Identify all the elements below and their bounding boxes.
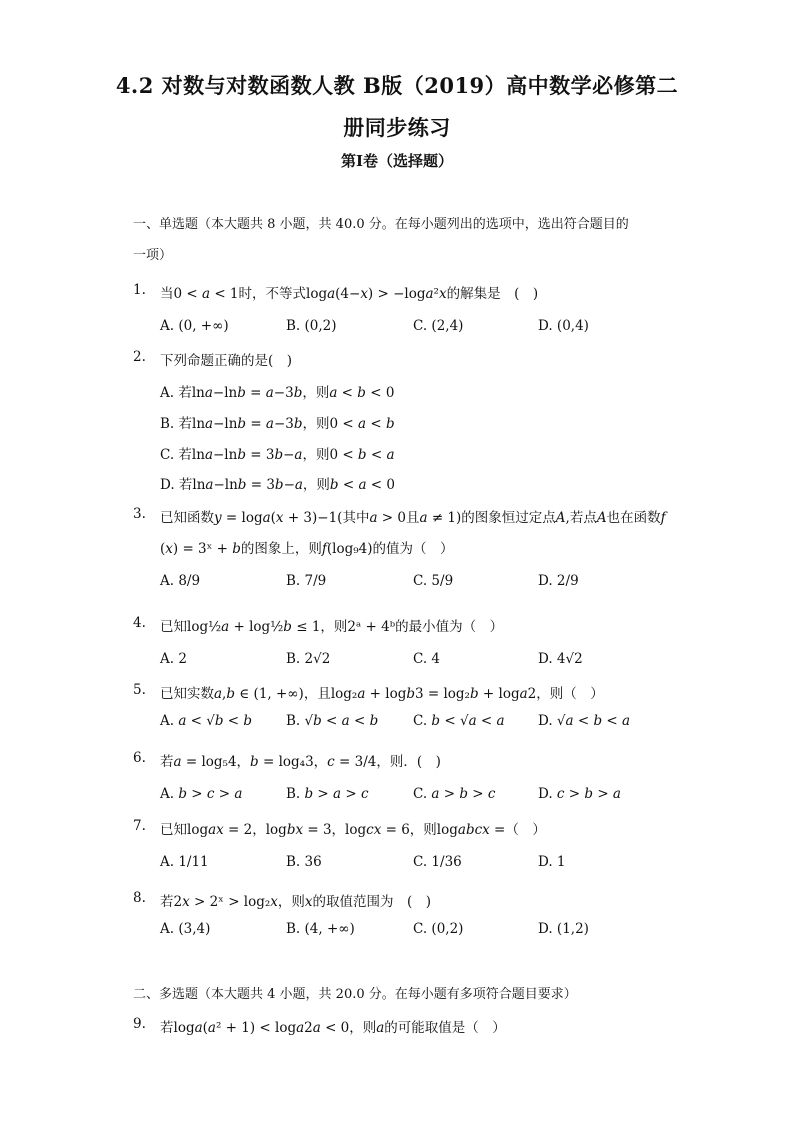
question-2-text: 下列命题正确的是( ) — [160, 353, 293, 369]
question-4-option-c: C. 4 — [413, 651, 441, 667]
question-8-option-d: D. (1,2) — [538, 921, 589, 937]
question-7-option-c: C. 1/36 — [413, 854, 462, 870]
question-8-option-a: A. (3,4) — [160, 921, 211, 937]
question-1-option-d: D. (0,4) — [538, 318, 589, 334]
question-4-text: 已知log½𝑎 + log½𝑏 ≤ 1，则2ᵃ + 4ᵇ的最小值为（ ） — [160, 619, 504, 635]
question-2-option-c: C. 若ln𝑎−ln𝑏 = 3𝑏−𝑎，则0 < 𝑏 < 𝑎 — [160, 447, 395, 463]
question-2-number: 2. — [133, 349, 146, 365]
question-7-option-d: D. 1 — [538, 854, 566, 870]
question-7-option-a: A. 1/11 — [160, 854, 209, 870]
question-5-option-d: D. √𝑎 < 𝑏 < 𝑎 — [538, 713, 631, 729]
question-3-option-c: C. 5/9 — [413, 573, 454, 589]
question-5-option-c: C. 𝑏 < √𝑎 < 𝑎 — [413, 713, 505, 729]
section1-heading-cont: 一项） — [133, 248, 173, 263]
question-7-text: 已知log𝑎𝑥 = 2，log𝑏𝑥 = 3，log𝑐𝑥 = 6，则log𝑎𝑏𝑐𝑥 =（ ） — [160, 822, 546, 838]
document-title-line2: 册同步练习 — [343, 115, 451, 140]
question-8-number: 8. — [133, 890, 146, 906]
question-6-option-d: D. 𝑐 > 𝑏 > 𝑎 — [538, 786, 621, 802]
question-7-number: 7. — [133, 818, 146, 834]
question-6-option-c: C. 𝑎 > 𝑏 > 𝑐 — [413, 786, 496, 802]
question-1-number: 1. — [133, 282, 146, 298]
question-5-text: 已知实数𝑎,𝑏 ∈ (1, +∞)，且log₂𝑎 + log𝑏3 = log₂𝑏 + log𝑎2，则（ ） — [160, 686, 604, 702]
question-1-text: 当0 < 𝑎 < 1时，不等式log𝑎(4−𝑥) > −log𝑎²𝑥的解集是 ( ) — [160, 286, 539, 302]
question-3-option-b: B. 7/9 — [286, 573, 327, 589]
question-3-option-a: A. 8/9 — [160, 573, 201, 589]
question-2-option-a: A. 若ln𝑎−ln𝑏 = 𝑎−3𝑏，则𝑎 < 𝑏 < 0 — [160, 385, 395, 401]
question-1-option-a: A. (0, +∞) — [160, 318, 229, 334]
question-6-option-a: A. 𝑏 > 𝑐 > 𝑎 — [160, 786, 243, 802]
question-3-text-cont: (𝑥) = 3ˣ + 𝑏的图象上，则𝑓(log₉4)的值为（ ） — [160, 541, 454, 557]
question-8-text: 若2𝑥 > 2ˣ > log₂𝑥，则𝑥的取值范围为 ( ) — [160, 894, 432, 910]
question-1-option-c: C. (2,4) — [413, 318, 464, 334]
question-6-number: 6. — [133, 750, 146, 766]
section2-heading: 二、多选题（本大题共 4 小题，共 20.0 分。在每小题有多项符合题目要求） — [133, 987, 577, 1002]
question-9-text: 若log𝑎(𝑎² + 1) < log𝑎2𝑎 < 0，则𝑎的可能取值是（ ） — [160, 1020, 506, 1036]
question-4-number: 4. — [133, 615, 146, 631]
question-5-option-b: B. √𝑏 < 𝑎 < 𝑏 — [286, 713, 379, 729]
question-6-option-b: B. 𝑏 > 𝑎 > 𝑐 — [286, 786, 369, 802]
question-6-text: 若𝑎 = log₅4，𝑏 = log₄3，𝑐 = 3/4，则．( ) — [160, 754, 441, 770]
question-2-option-d: D. 若ln𝑎−ln𝑏 = 3𝑏−𝑎，则𝑏 < 𝑎 < 0 — [160, 477, 396, 493]
question-3-text: 已知函数𝑦 = log𝑎(𝑥 + 3)−1(其中𝑎 > 0且𝑎 ≠ 1)的图象恒过定点𝐴,若点𝐴也在函数𝑓 — [160, 510, 666, 526]
question-2-option-b: B. 若ln𝑎−ln𝑏 = 𝑎−3𝑏，则0 < 𝑎 < 𝑏 — [160, 416, 395, 432]
section1-heading: 一、单选题（本大题共 8 小题，共 40.0 分。在每小题列出的选项中，选出符合题目的 — [133, 217, 629, 232]
question-1-option-b: B. (0,2) — [286, 318, 337, 334]
volume-subtitle: 第Ⅰ卷（选择题） — [340, 152, 454, 170]
question-8-option-b: B. (4, +∞) — [286, 921, 355, 937]
question-4-option-d: D. 4√2 — [538, 651, 583, 667]
question-4-option-a: A. 2 — [160, 651, 187, 667]
question-3-option-d: D. 2/9 — [538, 573, 579, 589]
question-5-option-a: A. 𝑎 < √𝑏 < 𝑏 — [160, 713, 253, 729]
question-8-option-c: C. (0,2) — [413, 921, 464, 937]
question-5-number: 5. — [133, 682, 146, 698]
document-title-line1: 4.2 对数与对数函数人教 B版（2019）高中数学必修第二 — [115, 73, 679, 98]
question-7-option-b: B. 36 — [286, 854, 322, 870]
question-9-number: 9. — [133, 1016, 146, 1032]
question-4-option-b: B. 2√2 — [286, 651, 331, 667]
question-3-number: 3. — [133, 506, 146, 522]
